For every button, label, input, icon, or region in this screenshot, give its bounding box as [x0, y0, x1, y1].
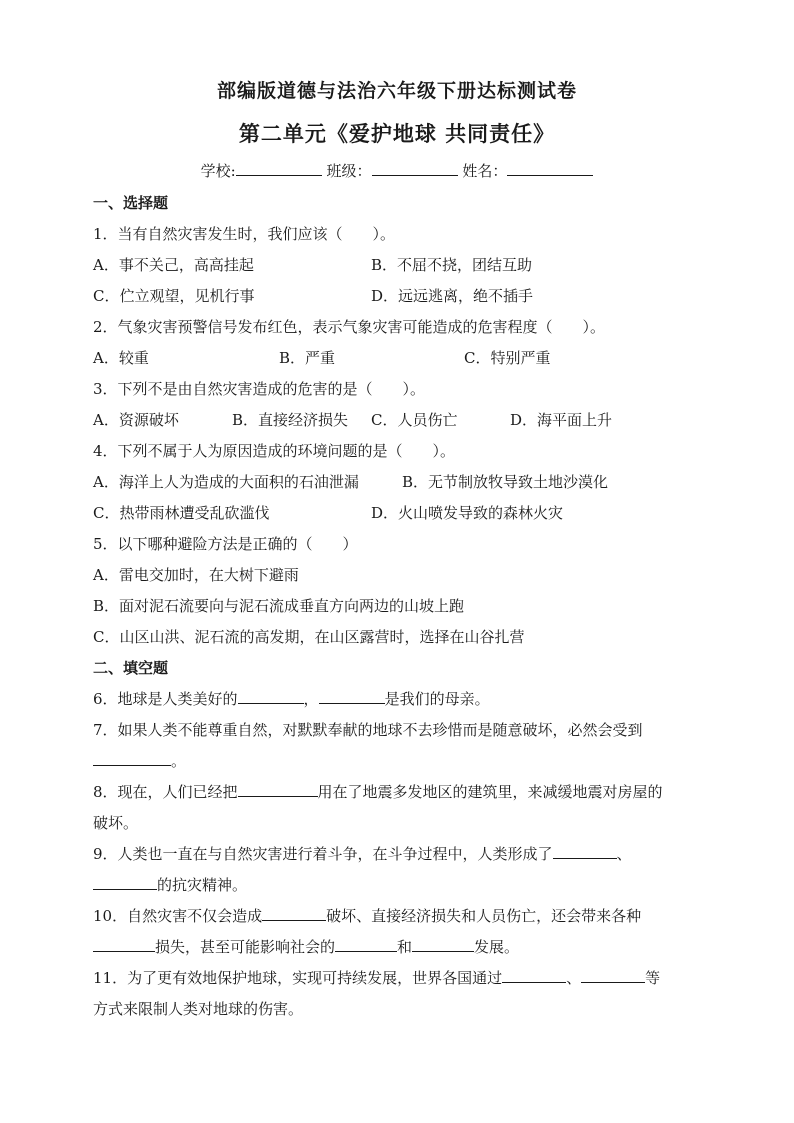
- q5-option-b: B．面对泥石流要向与泥石流成垂直方向两边的山坡上跑: [93, 597, 465, 615]
- q7-text-2: 。: [171, 752, 187, 770]
- q4-option-c: C．热带雨林遭受乱砍滥伐: [93, 504, 270, 522]
- page-title: 部编版道德与法治六年级下册达标测试卷: [216, 80, 577, 102]
- q10-blank-3: [335, 937, 397, 952]
- q11-text-3: 等: [645, 969, 661, 987]
- page-subtitle: 第二单元《爱护地球 共同责任》: [238, 121, 556, 146]
- q3-option-a: A．资源破坏: [93, 411, 179, 429]
- q11-blank-2: [581, 968, 645, 983]
- q1-option-c: C．伫立观望，见机行事: [93, 287, 255, 305]
- question-9-line-1: [93, 843, 632, 864]
- class-blank: [372, 161, 458, 176]
- q5-option-a: A．雷电交加时，在大树下避雨: [93, 566, 299, 584]
- q2-option-a: A．较重: [93, 349, 149, 367]
- q11-text-1: 11．为了更有效地保护地球，实现可持续发展，世界各国通过: [93, 969, 503, 987]
- q10-text-2: 破坏、直接经济损失和人员伤亡，还会带来各种: [326, 907, 642, 925]
- question-6: [93, 688, 490, 709]
- q4-option-a: A．海洋上人为造成的大面积的石油泄漏: [93, 473, 359, 491]
- q11-text-2: 、: [566, 969, 582, 987]
- section-heading-fill: 二、填空题: [93, 659, 169, 677]
- q8-blank-1: [238, 782, 318, 797]
- q8-text-1: 8．现在，人们已经把: [93, 783, 238, 801]
- q11-blank-1: [502, 968, 566, 983]
- q3-option-b: B．直接经济损失: [232, 411, 349, 429]
- question-2-stem: 2．气象灾害预警信号发布红色，表示气象灾害可能造成的危害程度（ ）。: [93, 318, 606, 336]
- q6-blank-2: [319, 689, 385, 704]
- q9-blank-1: [553, 844, 617, 859]
- q10-blank-4: [412, 937, 474, 952]
- q3-option-c: C．人员伤亡: [371, 411, 458, 429]
- q10-blank-2: [93, 937, 155, 952]
- question-3-stem: 3．下列不是由自然灾害造成的危害的是（ ）。: [93, 380, 426, 398]
- q10-blank-1: [262, 906, 326, 921]
- q4-option-d: D．火山喷发导致的森林火灾: [371, 504, 564, 522]
- school-blank: [236, 161, 322, 176]
- question-5-stem: 5．以下哪种避险方法是正确的（ ）: [93, 535, 358, 553]
- q9-text-3: 的抗灾精神。: [157, 876, 248, 894]
- question-8-line-2: 破坏。: [93, 814, 139, 832]
- q9-text-2: 、: [616, 845, 632, 863]
- section-heading-choice: 一、选择题: [93, 194, 169, 212]
- q6-text-3: 是我们的母亲。: [384, 690, 490, 708]
- question-11-line-1: [93, 967, 660, 988]
- question-9-line-2: [93, 874, 247, 895]
- q3-option-d: D．海平面上升: [510, 411, 613, 429]
- question-10-line-2: [93, 936, 519, 957]
- school-label: 学校:: [200, 162, 236, 180]
- q10-text-4: 和: [397, 938, 413, 956]
- q7-blank-1: [93, 751, 171, 766]
- q2-option-c: C．特别严重: [464, 349, 551, 367]
- q10-text-3: 损失，甚至可能影响社会的: [155, 938, 336, 956]
- q1-option-a: A．事不关己，高高挂起: [93, 256, 254, 274]
- q1-option-b: B．不屈不挠，团结互助: [371, 256, 533, 274]
- q4-option-b: B．无节制放牧导致土地沙漠化: [402, 473, 609, 491]
- q6-blank-1: [238, 689, 304, 704]
- question-4-stem: 4．下列不属于人为原因造成的环境问题的是（ ）。: [93, 442, 456, 460]
- q9-text-1: 9．人类也一直在与自然灾害进行着斗争，在斗争过程中，人类形成了: [93, 845, 553, 863]
- q9-blank-2: [93, 875, 157, 890]
- q10-text-5: 发展。: [474, 938, 520, 956]
- q5-option-c: C．山区山洪、泥石流的高发期，在山区露营时，选择在山谷扎营: [93, 628, 525, 646]
- q6-text-1: 6．地球是人类美好的: [93, 690, 238, 708]
- question-11-line-2: 方式来限制人类对地球的伤害。: [93, 1000, 304, 1018]
- question-8-line-1: [93, 781, 663, 802]
- q6-text-2: ，: [303, 690, 319, 708]
- question-7-line-1: 7．如果人类不能尊重自然，对默默奉献的地球不去珍惜而是随意破坏，必然会受到: [93, 721, 643, 739]
- question-1-stem: 1．当有自然灾害发生时，我们应该（ ）。: [93, 225, 396, 243]
- q8-text-2: 用在了地震多发地区的建筑里，来减缓地震对房屋的: [317, 783, 663, 801]
- class-label: 班级：: [326, 162, 372, 180]
- question-10-line-1: [93, 905, 641, 926]
- q1-option-d: D．远远逃离，绝不插手: [371, 287, 534, 305]
- name-blank: [507, 161, 593, 176]
- question-7-line-2: [93, 750, 186, 771]
- student-info-row: [0, 160, 794, 181]
- q10-text-1: 10．自然灾害不仅会造成: [93, 907, 263, 925]
- q2-option-b: B．严重: [279, 349, 336, 367]
- name-label: 姓名：: [462, 162, 508, 180]
